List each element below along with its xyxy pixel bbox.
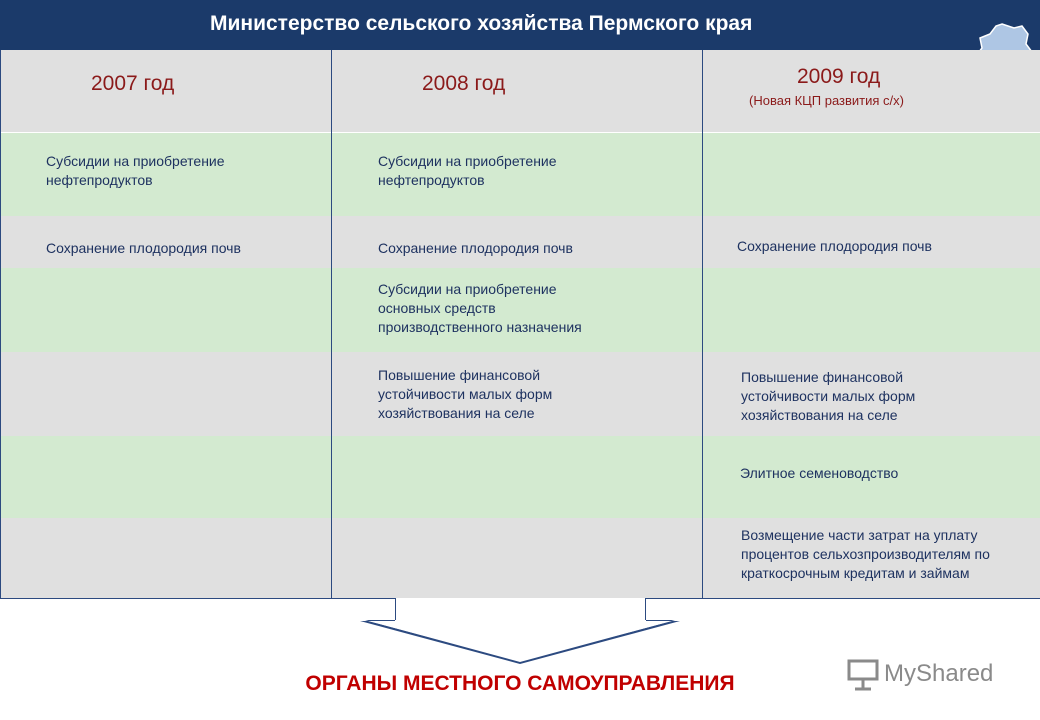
cell-2008-soil: Сохранение плодородия почв (378, 240, 573, 256)
column-divider (331, 50, 332, 598)
column-note-2009: (Новая КЦП развития с/х) (749, 93, 904, 108)
watermark-text: MyShared (884, 660, 994, 687)
column-year-2009: 2009 год (797, 65, 881, 88)
column-year-2008: 2008 год (422, 72, 506, 95)
cell-2007-fuel-subsidy: Субсидии на приобретение нефтепродуктов (46, 153, 225, 188)
header-bar (0, 0, 1040, 50)
page-title: Министерство сельского хозяйства Пермского края (210, 12, 753, 35)
cell-2009-interest-compensation: Возмещение части затрат на уплату процентов сельхозпроизводителям по краткосрочным кредитам и займам (741, 527, 990, 581)
column-divider (702, 50, 703, 598)
footer-title: ОРГАНЫ МЕСТНОГО САМОУПРАВЛЕНИЯ (305, 672, 735, 695)
cell-2009-small-farms: Повышение финансовой устойчивости малых форм хозяйствования на селе (741, 369, 916, 423)
cell-2009-soil: Сохранение плодородия почв (737, 238, 932, 254)
column-divider (0, 50, 1, 598)
presentation-board-icon (846, 658, 880, 692)
row-divider (0, 132, 1040, 133)
cell-2008-fixed-assets: Субсидии на приобретение основных средств производственного назначения (378, 281, 582, 335)
cell-2008-small-farms: Повышение финансовой устойчивости малых форм хозяйствования на селе (378, 367, 553, 421)
cell-2008-fuel-subsidy: Субсидии на приобретение нефтепродуктов (378, 153, 557, 188)
cell-2009-seed-breeding: Элитное семеноводство (740, 465, 899, 481)
column-year-2007: 2007 год (91, 72, 175, 95)
watermark-logo (846, 658, 1016, 694)
cell-2007-soil: Сохранение плодородия почв (46, 240, 241, 256)
